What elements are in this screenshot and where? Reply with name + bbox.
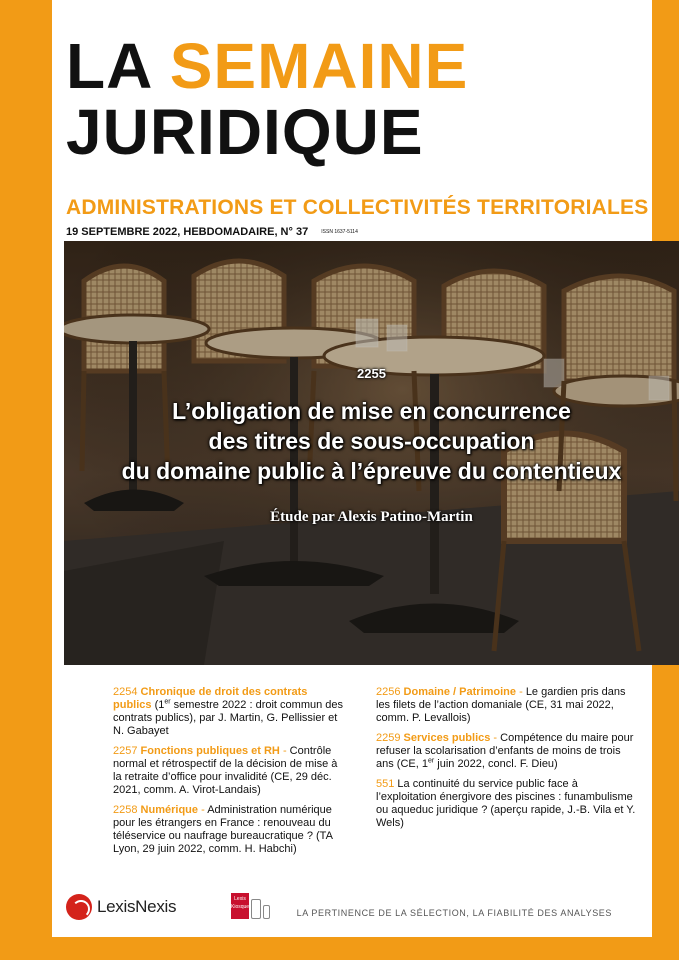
entry-text: Administration numérique pour les étrangers en France : renouveau du téléservice ou naufrage bureaucratique ? (TA Lyon, 29 juin 2022, comm. H. Habchi) bbox=[113, 804, 333, 855]
kiosque-label: Lexis Kiosque bbox=[231, 893, 249, 919]
masthead-la: LA bbox=[66, 30, 151, 102]
entry-number: 2259 bbox=[376, 732, 401, 744]
dateline-text: 19 SEPTEMBRE 2022, HEBDOMADAIRE, N° 37 bbox=[66, 226, 309, 238]
summary-entry[interactable] bbox=[376, 732, 636, 771]
summary-right-column bbox=[376, 686, 636, 837]
entry-category: Domaine / Patrimoine bbox=[403, 686, 517, 698]
summary-entry[interactable] bbox=[113, 686, 348, 738]
summary-entry[interactable] bbox=[113, 745, 348, 797]
lexisnexis-emblem-icon bbox=[66, 894, 92, 920]
masthead-juridique: JURIDIQUE bbox=[66, 96, 424, 168]
entry-number: 2258 bbox=[113, 804, 138, 816]
entry-category: Numérique bbox=[140, 804, 199, 816]
entry-category: Services publics bbox=[403, 732, 491, 744]
edition-subtitle: ADMINISTRATIONS ET COLLECTIVITÉS TERRITORIALES bbox=[66, 196, 649, 219]
title-line: L’obligation de mise en concurrence bbox=[172, 398, 571, 424]
cover-article-title[interactable] bbox=[64, 396, 679, 486]
lexisnexis-logo[interactable] bbox=[66, 894, 176, 920]
entry-number: 2257 bbox=[113, 745, 138, 757]
entry-text: La continuité du service public face à l’exploitation énergivore des piscines : funambulisme ou aqueduc juridique ? (aperçu rapide, J.-B. Vila et Y. Wels) bbox=[376, 778, 636, 829]
dateline bbox=[66, 226, 358, 238]
title-line: du domaine public à l’épreuve du contentieux bbox=[121, 458, 622, 484]
cover-photo bbox=[64, 241, 679, 665]
entry-category: Chronique de droit des contrats publics bbox=[113, 686, 308, 711]
summary-entry[interactable] bbox=[376, 686, 636, 725]
entry-text: Compétence du maire pour refuser la scolarisation d’enfants de moins de trois ans (CE, 1 bbox=[376, 732, 634, 770]
publisher-name: LexisNexis bbox=[97, 897, 177, 916]
entry-category: Fonctions publiques et RH bbox=[140, 745, 280, 757]
issn: ISSN 1637-5114 bbox=[321, 229, 358, 236]
lexis-kiosque-badge[interactable] bbox=[231, 893, 270, 919]
entry-text: Le gardien pris dans les filets de l’action domaniale (CE, 31 mai 2022, comm. P. Levallois) bbox=[376, 686, 626, 724]
tablet-icon bbox=[251, 899, 261, 919]
masthead-semaine: SEMAINE bbox=[169, 30, 469, 102]
entry-dash: - bbox=[516, 686, 526, 698]
entry-number: 551 bbox=[376, 778, 395, 790]
entry-number: 2256 bbox=[376, 686, 401, 698]
entry-text: semestre 2022 : droit commun des contrats publics), par J. Martin, G. Pellissier et N. Gabayet bbox=[113, 699, 344, 737]
entry-text: Contrôle normal et rétrospectif de la décision de mise à la retraite d’office pour invalidité (CE, 29 déc. 2021, comm. A. Virot-Landais) bbox=[113, 745, 338, 796]
cover-article-author: Étude par Alexis Patino-Martin bbox=[270, 509, 473, 525]
entry-number: 2254 bbox=[113, 686, 138, 698]
footer bbox=[66, 888, 652, 928]
masthead-line-1 bbox=[66, 30, 469, 102]
entry-sup: er bbox=[164, 698, 171, 706]
entry-dash: - bbox=[490, 732, 501, 744]
summary-left-column bbox=[113, 686, 348, 863]
entry-text: juin 2022, concl. F. Dieu) bbox=[434, 758, 558, 770]
cover-article-number: 2255 bbox=[357, 366, 386, 381]
bottom-orange-band bbox=[0, 937, 679, 960]
phone-icon bbox=[263, 905, 270, 919]
entry-dash: - bbox=[198, 804, 208, 816]
entry-text: (1 bbox=[151, 699, 165, 711]
entry-dash: - bbox=[279, 745, 290, 757]
entry-sup: er bbox=[427, 757, 435, 765]
summary-entry[interactable] bbox=[376, 778, 636, 830]
summary-entry[interactable] bbox=[113, 804, 348, 856]
title-line: des titres de sous-occupation bbox=[208, 428, 535, 454]
footer-tagline: LA PERTINENCE DE LA SÉLECTION, LA FIABILITÉ DES ANALYSES bbox=[296, 908, 612, 918]
